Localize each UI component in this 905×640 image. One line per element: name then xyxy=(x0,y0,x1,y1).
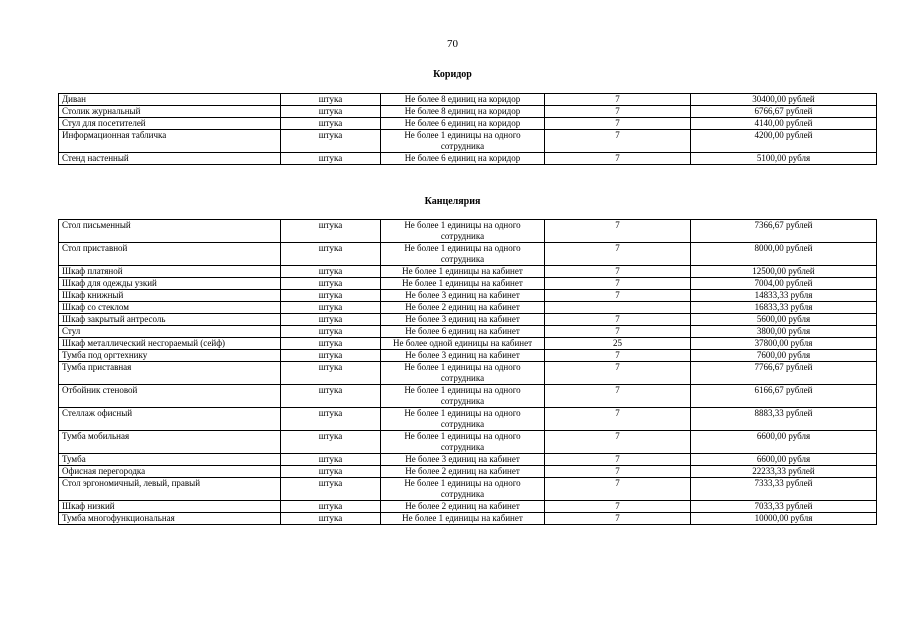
service-life-cell: 7 xyxy=(545,94,691,106)
service-life-cell: 7 xyxy=(545,385,691,408)
table-row xyxy=(59,106,877,118)
price-cell: 10000,00 рубля xyxy=(691,513,877,525)
unit-cell: штука xyxy=(281,466,381,478)
norm-cell: Не более 6 единиц на коридор xyxy=(381,153,545,165)
item-name-cell: Стул для посетителей xyxy=(59,118,281,130)
unit-cell: штука xyxy=(281,118,381,130)
unit-cell: штука xyxy=(281,408,381,431)
table-row xyxy=(59,266,877,278)
page-number: 70 xyxy=(447,38,458,50)
table-row xyxy=(59,466,877,478)
table-row xyxy=(59,243,877,266)
item-name-cell: Отбойник стеновой xyxy=(59,385,281,408)
price-cell: 7033,33 рублей xyxy=(691,501,877,513)
table-row xyxy=(59,326,877,338)
service-life-cell: 7 xyxy=(545,350,691,362)
price-cell: 5600,00 рубля xyxy=(691,314,877,326)
office-table xyxy=(58,219,877,525)
item-name-cell: Шкаф низкий xyxy=(59,501,281,513)
item-name-cell: Офисная перегородка xyxy=(59,466,281,478)
price-cell: 6600,00 рубля xyxy=(691,454,877,466)
unit-cell: штука xyxy=(281,326,381,338)
norm-cell: Не более одной единицы на кабинет xyxy=(381,338,545,350)
table-row xyxy=(59,501,877,513)
unit-cell: штука xyxy=(281,478,381,501)
norm-cell: Не более 1 единицы на одного сотрудника xyxy=(381,220,545,243)
item-name-cell: Тумба многофункциональная xyxy=(59,513,281,525)
service-life-cell xyxy=(545,302,691,314)
item-name-cell: Шкаф платяной xyxy=(59,266,281,278)
norm-cell: Не более 3 единиц на кабинет xyxy=(381,454,545,466)
unit-cell: штука xyxy=(281,431,381,454)
norm-cell: Не более 1 единицы на кабинет xyxy=(381,513,545,525)
item-name-cell: Стол письменный xyxy=(59,220,281,243)
norm-cell: Не более 1 единицы на кабинет xyxy=(381,266,545,278)
table-row xyxy=(59,118,877,130)
price-cell: 7766,67 рублей xyxy=(691,362,877,385)
item-name-cell: Шкаф со стеклом xyxy=(59,302,281,314)
unit-cell: штука xyxy=(281,220,381,243)
service-life-cell: 7 xyxy=(545,266,691,278)
price-cell: 30400,00 рублей xyxy=(691,94,877,106)
service-life-cell: 7 xyxy=(545,220,691,243)
table-row xyxy=(59,94,877,106)
table-row xyxy=(59,385,877,408)
table-row xyxy=(59,362,877,385)
service-life-cell: 7 xyxy=(545,466,691,478)
price-cell: 4140,00 рублей xyxy=(691,118,877,130)
item-name-cell: Шкаф металлический несгораемый (сейф) xyxy=(59,338,281,350)
price-cell: 4200,00 рублей xyxy=(691,130,877,153)
item-name-cell: Диван xyxy=(59,94,281,106)
norm-cell: Не более 1 единицы на одного сотрудника xyxy=(381,408,545,431)
unit-cell: штука xyxy=(281,266,381,278)
section-title-office: Канцелярия xyxy=(424,196,481,207)
norm-cell: Не более 8 единиц на коридор xyxy=(381,94,545,106)
corridor-table-body xyxy=(59,94,877,165)
unit-cell: штука xyxy=(281,290,381,302)
norm-cell: Не более 6 единиц на коридор xyxy=(381,118,545,130)
table-row xyxy=(59,314,877,326)
service-life-cell: 7 xyxy=(545,278,691,290)
unit-cell: штука xyxy=(281,302,381,314)
norm-cell: Не более 3 единиц на кабинет xyxy=(381,290,545,302)
service-life-cell: 7 xyxy=(545,118,691,130)
price-cell: 8883,33 рублей xyxy=(691,408,877,431)
item-name-cell: Стул xyxy=(59,326,281,338)
table-row xyxy=(59,220,877,243)
item-name-cell: Стенд настенный xyxy=(59,153,281,165)
price-cell: 7333,33 рублей xyxy=(691,478,877,501)
unit-cell: штука xyxy=(281,314,381,326)
service-life-cell: 7 xyxy=(545,130,691,153)
item-name-cell: Шкаф книжный xyxy=(59,290,281,302)
service-life-cell: 7 xyxy=(545,408,691,431)
item-name-cell: Тумба мобильная xyxy=(59,431,281,454)
price-cell: 37800,00 рубля xyxy=(691,338,877,350)
service-life-cell: 7 xyxy=(545,314,691,326)
item-name-cell: Стол эргономичный, левый, правый xyxy=(59,478,281,501)
price-cell: 12500,00 рублей xyxy=(691,266,877,278)
service-life-cell: 7 xyxy=(545,153,691,165)
table-row xyxy=(59,338,877,350)
norm-cell: Не более 1 единицы на одного сотрудника xyxy=(381,362,545,385)
unit-cell: штука xyxy=(281,130,381,153)
unit-cell: штука xyxy=(281,454,381,466)
price-cell: 6600,00 рубля xyxy=(691,431,877,454)
norm-cell: Не более 8 единиц на коридор xyxy=(381,106,545,118)
norm-cell: Не более 3 единиц на кабинет xyxy=(381,350,545,362)
table-row xyxy=(59,350,877,362)
price-cell: 5100,00 рубля xyxy=(691,153,877,165)
service-life-cell: 7 xyxy=(545,106,691,118)
service-life-cell: 7 xyxy=(545,243,691,266)
norm-cell: Не более 1 единицы на одного сотрудника xyxy=(381,130,545,153)
corridor-table xyxy=(58,93,877,165)
table-row xyxy=(59,302,877,314)
unit-cell: штука xyxy=(281,106,381,118)
unit-cell: штука xyxy=(281,243,381,266)
price-cell: 7004,00 рублей xyxy=(691,278,877,290)
price-cell: 3800,00 рубля xyxy=(691,326,877,338)
unit-cell: штука xyxy=(281,362,381,385)
item-name-cell: Стол приставной xyxy=(59,243,281,266)
table-row xyxy=(59,290,877,302)
price-cell: 16833,33 рубля xyxy=(691,302,877,314)
norm-cell: Не более 2 единиц на кабинет xyxy=(381,302,545,314)
table-row xyxy=(59,431,877,454)
price-cell: 14833,33 рубля xyxy=(691,290,877,302)
price-cell: 6166,67 рублей xyxy=(691,385,877,408)
table-row xyxy=(59,408,877,431)
unit-cell: штука xyxy=(281,278,381,290)
item-name-cell: Шкаф для одежды узкий xyxy=(59,278,281,290)
item-name-cell: Информационная табличка xyxy=(59,130,281,153)
item-name-cell: Шкаф закрытый антресоль xyxy=(59,314,281,326)
service-life-cell: 7 xyxy=(545,362,691,385)
unit-cell: штука xyxy=(281,153,381,165)
price-cell: 7366,67 рублей xyxy=(691,220,877,243)
table-row xyxy=(59,278,877,290)
table-row xyxy=(59,130,877,153)
unit-cell: штука xyxy=(281,385,381,408)
unit-cell: штука xyxy=(281,338,381,350)
price-cell: 22233,33 рублей xyxy=(691,466,877,478)
norm-cell: Не более 1 единицы на одного сотрудника xyxy=(381,431,545,454)
service-life-cell: 7 xyxy=(545,501,691,513)
table-row xyxy=(59,454,877,466)
price-cell: 8000,00 рублей xyxy=(691,243,877,266)
unit-cell: штука xyxy=(281,501,381,513)
norm-cell: Не более 2 единиц на кабинет xyxy=(381,501,545,513)
service-life-cell: 7 xyxy=(545,290,691,302)
section-title-corridor: Коридор xyxy=(433,69,472,80)
table-row xyxy=(59,478,877,501)
unit-cell: штука xyxy=(281,350,381,362)
unit-cell: штука xyxy=(281,94,381,106)
price-cell: 6766,67 рублей xyxy=(691,106,877,118)
norm-cell: Не более 1 единицы на кабинет xyxy=(381,278,545,290)
office-table-body xyxy=(59,220,877,525)
norm-cell: Не более 1 единицы на одного сотрудника xyxy=(381,243,545,266)
unit-cell: штука xyxy=(281,513,381,525)
service-life-cell: 7 xyxy=(545,326,691,338)
service-life-cell: 7 xyxy=(545,454,691,466)
item-name-cell: Тумба приставная xyxy=(59,362,281,385)
item-name-cell: Стеллаж офисный xyxy=(59,408,281,431)
price-cell: 7600,00 рубля xyxy=(691,350,877,362)
norm-cell: Не более 3 единиц на кабинет xyxy=(381,314,545,326)
service-life-cell: 7 xyxy=(545,431,691,454)
service-life-cell: 7 xyxy=(545,478,691,501)
item-name-cell: Тумба под оргтехнику xyxy=(59,350,281,362)
service-life-cell: 7 xyxy=(545,513,691,525)
norm-cell: Не более 1 единицы на одного сотрудника xyxy=(381,478,545,501)
table-row xyxy=(59,153,877,165)
norm-cell: Не более 1 единицы на одного сотрудника xyxy=(381,385,545,408)
norm-cell: Не более 2 единиц на кабинет xyxy=(381,466,545,478)
table-row xyxy=(59,513,877,525)
item-name-cell: Тумба xyxy=(59,454,281,466)
norm-cell: Не более 6 единиц на кабинет xyxy=(381,326,545,338)
item-name-cell: Столик журнальный xyxy=(59,106,281,118)
service-life-cell: 25 xyxy=(545,338,691,350)
